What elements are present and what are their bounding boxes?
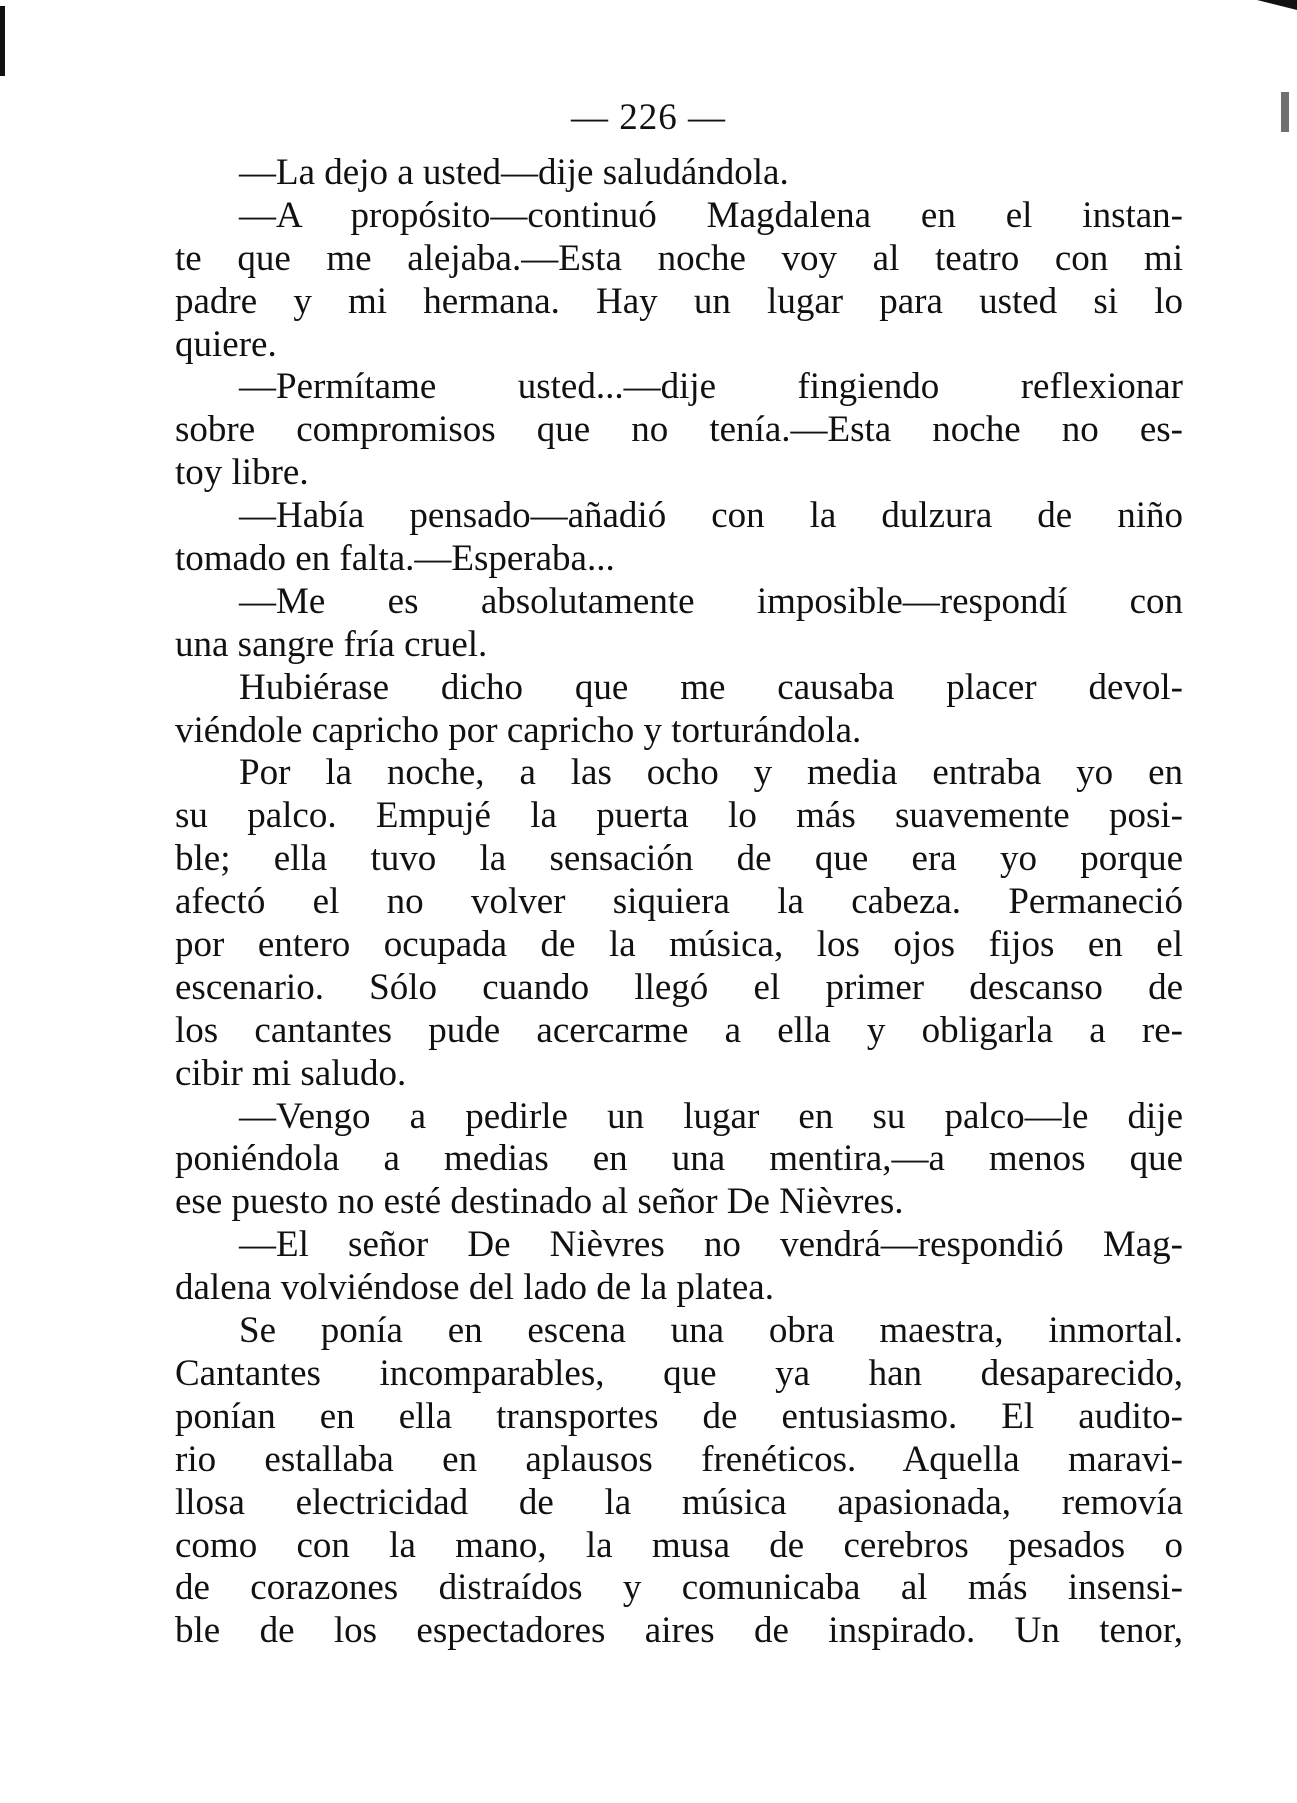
text-line: ponían en ella transportes de entusiasmo. El audito- — [175, 1395, 1183, 1437]
text-line: —A propósito—continuó Magdalena en el instan- — [239, 194, 1183, 236]
text-line: Hubiérase dicho que me causaba placer devol- — [239, 666, 1183, 708]
text-line: —Permítame usted...—dije fingiendo reflexionar — [239, 366, 1183, 408]
text-line: poniéndola a medias en una mentira,—a menos que — [175, 1138, 1183, 1180]
page-number: — 226 — — [571, 97, 726, 138]
text-line: como con la mano, la musa de cerebros pesados o — [175, 1524, 1183, 1566]
scan-corner-mark — [1257, 0, 1297, 10]
text-line: su palco. Empujé la puerta lo más suavemente posi- — [175, 795, 1183, 837]
text-line: cibir mi saludo. — [175, 1052, 407, 1094]
text-line: dalena volviéndose del lado de la platea. — [175, 1267, 774, 1309]
text-line: Por la noche, a las ocho y media entraba yo en — [239, 752, 1183, 794]
text-line: ble de los espectadores aires de inspirado. Un tenor, — [175, 1610, 1183, 1652]
text-line: llosa electricidad de la música apasionada, removía — [175, 1481, 1183, 1523]
text-line: —La dejo a usted—dije saludándola. — [239, 152, 789, 193]
text-line: de corazones distraídos y comunicaba al más insensi- — [175, 1567, 1183, 1609]
text-line: rio estallaba en aplausos frenéticos. Aquella maravi- — [175, 1438, 1183, 1480]
text-line: escenario. Sólo cuando llegó el primer descanso de — [175, 966, 1183, 1008]
text-line: viéndole capricho por capricho y torturándola. — [175, 709, 862, 751]
text-line: quiere. — [175, 323, 277, 365]
text-line: —El señor De Nièvres no vendrá—respondió Mag- — [239, 1224, 1183, 1266]
text-line: sobre compromisos que no tenía.—Esta noche no es- — [175, 409, 1183, 451]
text-line: padre y mi hermana. Hay un lugar para usted si lo — [175, 280, 1183, 322]
text-line: te que me alejaba.—Esta noche voy al teatro con mi — [175, 237, 1183, 279]
text-line: ble; ella tuvo la sensación de que era yo porque — [175, 838, 1183, 880]
text-line: los cantantes pude acercarme a ella y obligarla a re- — [175, 1009, 1183, 1051]
text-line: afectó el no volver siquiera la cabeza. Permaneció — [175, 881, 1183, 923]
text-line: —Vengo a pedirle un lugar en su palco—le dije — [239, 1095, 1183, 1137]
text-line: Cantantes incomparables, que ya han desaparecido, — [175, 1352, 1183, 1394]
scan-edge-mark — [0, 6, 5, 76]
text-line: una sangre fría cruel. — [175, 623, 488, 665]
text-line: tomado en falta.—Esperaba... — [175, 538, 615, 580]
text-line: —Me es absolutamente imposible—respondí con — [239, 580, 1183, 622]
body-text — [175, 152, 1183, 1653]
text-line: por entero ocupada de la música, los ojos fijos en el — [175, 924, 1183, 966]
text-line: —Había pensado—añadió con la dulzura de niño — [239, 495, 1183, 537]
text-line: ese puesto no esté destinado al señor De Nièvres. — [175, 1181, 904, 1223]
text-line: toy libre. — [175, 452, 309, 494]
text-line: Se ponía en escena una obra maestra, inmortal. — [239, 1310, 1183, 1352]
